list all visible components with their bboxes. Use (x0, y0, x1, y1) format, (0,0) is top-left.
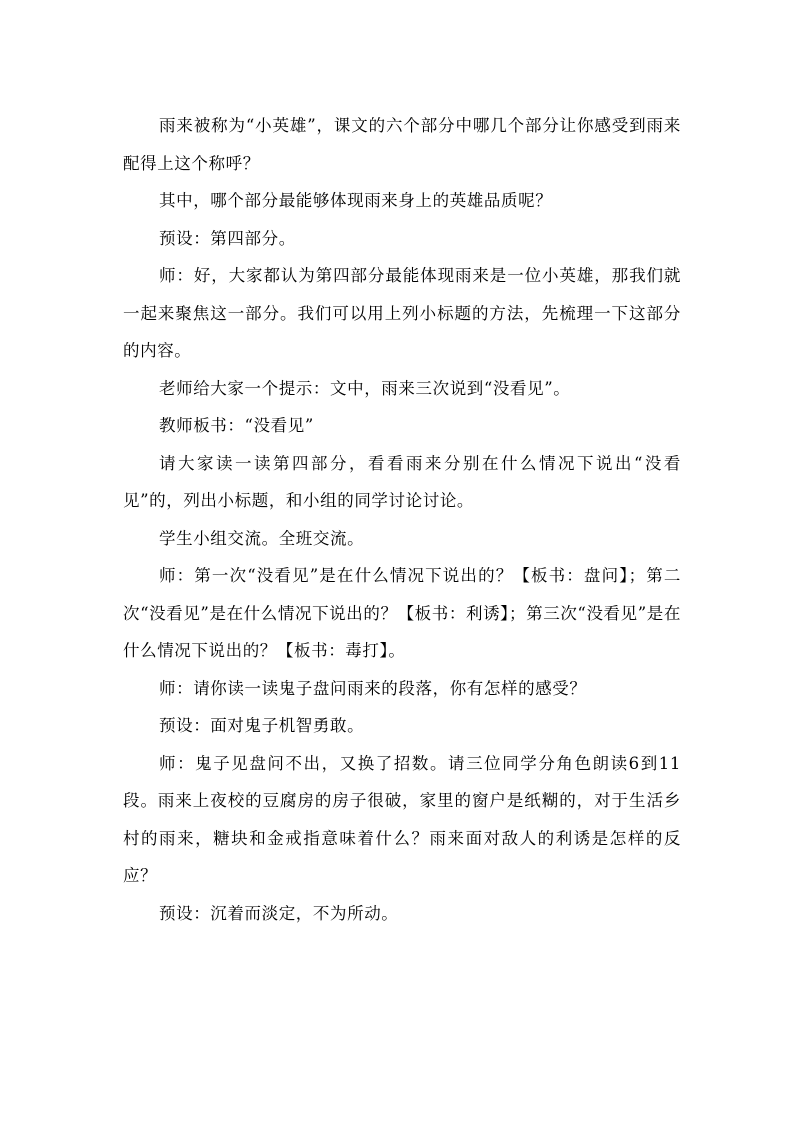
paragraph: 师：请你读一读鬼子盘问雨来的段落，你有怎样的感受？ (159, 678, 587, 698)
paragraph: 预设：面对鬼子机智勇敢。 (159, 716, 365, 735)
document-body (123, 107, 681, 932)
paragraph: 学生小组交流。全班交流。 (159, 528, 365, 548)
paragraph: 老师给大家一个提示：文中，雨来三次说到“没看见”。 (159, 378, 571, 398)
paragraph: 预设：沉着而淡定，不为所动。 (159, 903, 399, 923)
paragraph: 其中，哪个部分最能够体现雨来身上的英雄品质呢？ (159, 191, 553, 210)
paragraph: 师：好，大家都认为第四部分最能体现雨来是一位小英雄，那我们就一起来聚焦这一部分。我们可以用上列小标题的方法，先梳理一下这部分的内容。 (123, 266, 681, 360)
paragraph: 请大家读一读第四部分，看看雨来分别在什么情况下说出“没看见”的，列出小标题，和小组的同学讨论讨论。 (123, 453, 681, 510)
paragraph: 雨来被称为“小英雄”，课文的六个部分中哪几个部分让你感受到雨来配得上这个称呼？ (123, 116, 681, 173)
paragraph: 教师板书：“没看见” (159, 416, 314, 435)
paragraph: 师：第一次“没看见”是在什么情况下说出的？【板书：盘问】；第二次“没看见”是在什么情况下说出的？【板书：利诱】；第三次“没看见”是在什么情况下说出的？【板书：毒打】。 (123, 566, 681, 660)
paragraph: 师：鬼子见盘问不出，又换了招数。请三位同学分角色朗读6到11段。雨来上夜校的豆腐房的房子很破，家里的窗户是纸糊的，对于生活乡村的雨来，糖块和金戒指意味着什么？雨来面对敌人的利诱是怎样的反应？ (123, 753, 681, 885)
paragraph: 预设：第四部分。 (159, 228, 296, 248)
